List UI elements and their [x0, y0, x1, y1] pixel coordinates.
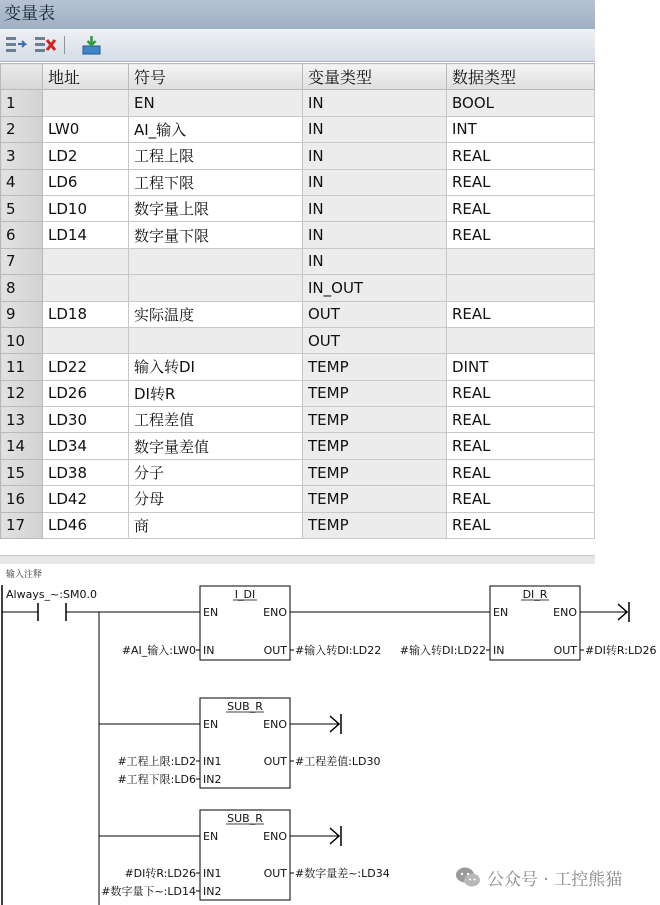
pin-out: OUT [263, 644, 287, 657]
table-bottom-edge [0, 555, 595, 564]
cell-symbol[interactable]: 输入转DI [129, 354, 303, 380]
out-operand-label: #数字量差~:LD34 [295, 867, 390, 880]
cell-address[interactable] [43, 90, 129, 116]
row-number: 3 [1, 143, 43, 169]
cell-variable-type[interactable]: TEMP [303, 354, 447, 380]
pin-eno: ENO [263, 606, 287, 619]
cell-address[interactable] [43, 275, 129, 301]
cell-variable-type[interactable]: TEMP [303, 433, 447, 459]
block-title: SUB_R [227, 700, 263, 713]
in1-operand-label: #工程上限:LD2 [117, 755, 196, 768]
table-row[interactable] [1, 222, 595, 248]
cell-address[interactable]: LD2 [43, 143, 129, 169]
contact-label: Always_~:SM0.0 [6, 588, 97, 601]
cell-symbol[interactable]: 工程下限 [129, 169, 303, 195]
header-data-type[interactable]: 数据类型 [447, 64, 595, 90]
cell-variable-type[interactable]: IN [303, 169, 447, 195]
cell-data-type[interactable]: REAL [447, 433, 595, 459]
variable-table [0, 63, 595, 539]
cell-data-type[interactable]: REAL [447, 195, 595, 221]
cell-symbol[interactable]: 数字量上限 [129, 195, 303, 221]
network-comment[interactable]: 输入注释 [6, 570, 43, 580]
cell-variable-type[interactable]: TEMP [303, 407, 447, 433]
delete-row-icon[interactable] [34, 34, 58, 56]
table-row[interactable] [1, 275, 595, 301]
cell-symbol[interactable]: 分母 [129, 486, 303, 512]
cell-symbol[interactable] [129, 275, 303, 301]
row-number: 2 [1, 116, 43, 142]
cell-address[interactable]: LD42 [43, 486, 129, 512]
cell-symbol[interactable] [129, 327, 303, 353]
table-row[interactable] [1, 327, 595, 353]
cell-address[interactable]: LD26 [43, 380, 129, 406]
cell-symbol[interactable]: DI转R [129, 380, 303, 406]
cell-data-type[interactable]: REAL [447, 486, 595, 512]
block-title: DI_R [522, 588, 548, 601]
cell-variable-type[interactable]: TEMP [303, 512, 447, 538]
cell-address[interactable]: LD6 [43, 169, 129, 195]
row-number: 1 [1, 90, 43, 116]
table-row[interactable] [1, 380, 595, 406]
table-row[interactable] [1, 195, 595, 221]
pin-out: OUT [263, 867, 287, 880]
row-number: 13 [1, 407, 43, 433]
row-number: 15 [1, 459, 43, 485]
cell-symbol[interactable]: 实际温度 [129, 301, 303, 327]
row-number: 7 [1, 248, 43, 274]
pin-out: OUT [263, 755, 287, 768]
cell-symbol[interactable]: 工程差值 [129, 407, 303, 433]
toolbar-separator [64, 36, 65, 54]
cell-variable-type[interactable]: TEMP [303, 459, 447, 485]
cell-data-type[interactable]: REAL [447, 301, 595, 327]
watermark [455, 862, 622, 892]
cell-variable-type[interactable]: IN_OUT [303, 275, 447, 301]
block-title: SUB_R [227, 812, 263, 825]
cell-symbol[interactable]: 数字量差值 [129, 433, 303, 459]
cell-symbol[interactable]: 数字量下限 [129, 222, 303, 248]
cell-symbol[interactable]: 分子 [129, 459, 303, 485]
row-number: 16 [1, 486, 43, 512]
header-address[interactable]: 地址 [43, 64, 129, 90]
cell-address[interactable] [43, 327, 129, 353]
cell-symbol[interactable]: 工程上限 [129, 143, 303, 169]
cell-address[interactable]: LD30 [43, 407, 129, 433]
table-row[interactable] [1, 116, 595, 142]
cell-variable-type[interactable]: OUT [303, 301, 447, 327]
cell-data-type[interactable]: DINT [447, 354, 595, 380]
block-title: I_DI [234, 588, 256, 601]
table-row[interactable] [1, 90, 595, 116]
table-row[interactable] [1, 486, 595, 512]
pin-en: EN [203, 830, 219, 843]
pin-in: IN [203, 644, 215, 657]
cell-variable-type[interactable]: IN [303, 143, 447, 169]
table-body [1, 90, 595, 539]
pin-in2: IN2 [203, 773, 222, 786]
in-operand-label: #输入转DI:LD22 [399, 644, 486, 657]
ladder-diagram [0, 565, 660, 905]
pin-in1: IN1 [203, 755, 222, 768]
cell-data-type[interactable]: REAL [447, 380, 595, 406]
pin-out: OUT [553, 644, 577, 657]
cell-data-type[interactable]: REAL [447, 169, 595, 195]
cell-address[interactable] [43, 248, 129, 274]
cell-data-type[interactable] [447, 327, 595, 353]
pin-eno: ENO [263, 718, 287, 731]
cell-symbol[interactable] [129, 248, 303, 274]
cell-symbol[interactable]: AI_输入 [129, 116, 303, 142]
cell-address[interactable]: LD10 [43, 195, 129, 221]
out-operand-label: #工程差值:LD30 [295, 755, 381, 768]
pin-in2: IN2 [203, 885, 222, 898]
normally-open-contact[interactable] [38, 603, 66, 621]
table-header-row [1, 64, 595, 90]
row-number: 12 [1, 380, 43, 406]
cell-data-type[interactable] [447, 275, 595, 301]
cell-data-type[interactable]: REAL [447, 407, 595, 433]
header-symbol[interactable]: 符号 [129, 64, 303, 90]
pin-en: EN [493, 606, 509, 619]
table-row[interactable] [1, 301, 595, 327]
cell-data-type[interactable]: BOOL [447, 90, 595, 116]
row-number: 11 [1, 354, 43, 380]
out-operand-label: #DI转R:LD26 [585, 644, 657, 657]
cell-variable-type[interactable]: IN [303, 222, 447, 248]
row-number: 8 [1, 275, 43, 301]
cell-data-type[interactable]: REAL [447, 222, 595, 248]
cell-variable-type[interactable]: OUT [303, 327, 447, 353]
table-row[interactable] [1, 169, 595, 195]
cell-address[interactable]: LD38 [43, 459, 129, 485]
cell-address[interactable]: LD34 [43, 433, 129, 459]
toolbar [0, 29, 595, 62]
table-row[interactable] [1, 512, 595, 538]
table-row[interactable] [1, 354, 595, 380]
function-block-di-r[interactable] [490, 586, 580, 660]
row-number: 9 [1, 301, 43, 327]
cell-address[interactable]: LD18 [43, 301, 129, 327]
cell-address[interactable]: LW0 [43, 116, 129, 142]
row-number: 14 [1, 433, 43, 459]
function-block-i-di[interactable] [200, 586, 290, 660]
cell-variable-type[interactable]: IN [303, 90, 447, 116]
row-number: 4 [1, 169, 43, 195]
cell-variable-type[interactable]: IN [303, 116, 447, 142]
header-variable-type[interactable]: 变量类型 [303, 64, 447, 90]
wechat-icon [455, 866, 481, 888]
cell-variable-type[interactable]: TEMP [303, 486, 447, 512]
cell-data-type[interactable] [447, 248, 595, 274]
cell-address[interactable]: LD22 [43, 354, 129, 380]
cell-address[interactable]: LD46 [43, 512, 129, 538]
table-row[interactable] [1, 143, 595, 169]
table-row[interactable] [1, 433, 595, 459]
insert-row-icon[interactable] [5, 34, 29, 56]
row-number: 17 [1, 512, 43, 538]
cell-data-type[interactable]: REAL [447, 143, 595, 169]
download-icon[interactable] [80, 34, 104, 56]
cell-variable-type[interactable]: IN [303, 248, 447, 274]
watermark-text: 公众号 · 工控熊猫 [487, 869, 623, 890]
panel-title: 变量表 [0, 0, 595, 29]
in2-operand-label: #数字量下~:LD14 [101, 885, 196, 898]
in2-operand-label: #工程下限:LD6 [117, 773, 196, 786]
out-operand-label: #输入转DI:LD22 [295, 644, 382, 657]
table-row[interactable] [1, 407, 595, 433]
cell-data-type[interactable]: REAL [447, 459, 595, 485]
in1-operand-label: #DI转R:LD26 [124, 867, 196, 880]
cell-symbol[interactable]: EN [129, 90, 303, 116]
table-row[interactable] [1, 248, 595, 274]
pin-in: IN [493, 644, 505, 657]
cell-data-type[interactable]: REAL [447, 512, 595, 538]
cell-data-type[interactable]: INT [447, 116, 595, 142]
pin-in1: IN1 [203, 867, 222, 880]
header-corner [1, 64, 43, 90]
table-row[interactable] [1, 459, 595, 485]
cell-address[interactable]: LD14 [43, 222, 129, 248]
function-block-sub-r-2[interactable] [200, 810, 290, 900]
pin-en: EN [203, 718, 219, 731]
pin-eno: ENO [553, 606, 577, 619]
pin-en: EN [203, 606, 219, 619]
cell-symbol[interactable]: 商 [129, 512, 303, 538]
row-number: 6 [1, 222, 43, 248]
in-operand-label: #AI_输入:LW0 [121, 644, 196, 657]
function-block-sub-r-1[interactable] [200, 698, 290, 788]
pin-eno: ENO [263, 830, 287, 843]
row-number: 5 [1, 195, 43, 221]
cell-variable-type[interactable]: TEMP [303, 380, 447, 406]
row-number: 10 [1, 327, 43, 353]
cell-variable-type[interactable]: IN [303, 195, 447, 221]
